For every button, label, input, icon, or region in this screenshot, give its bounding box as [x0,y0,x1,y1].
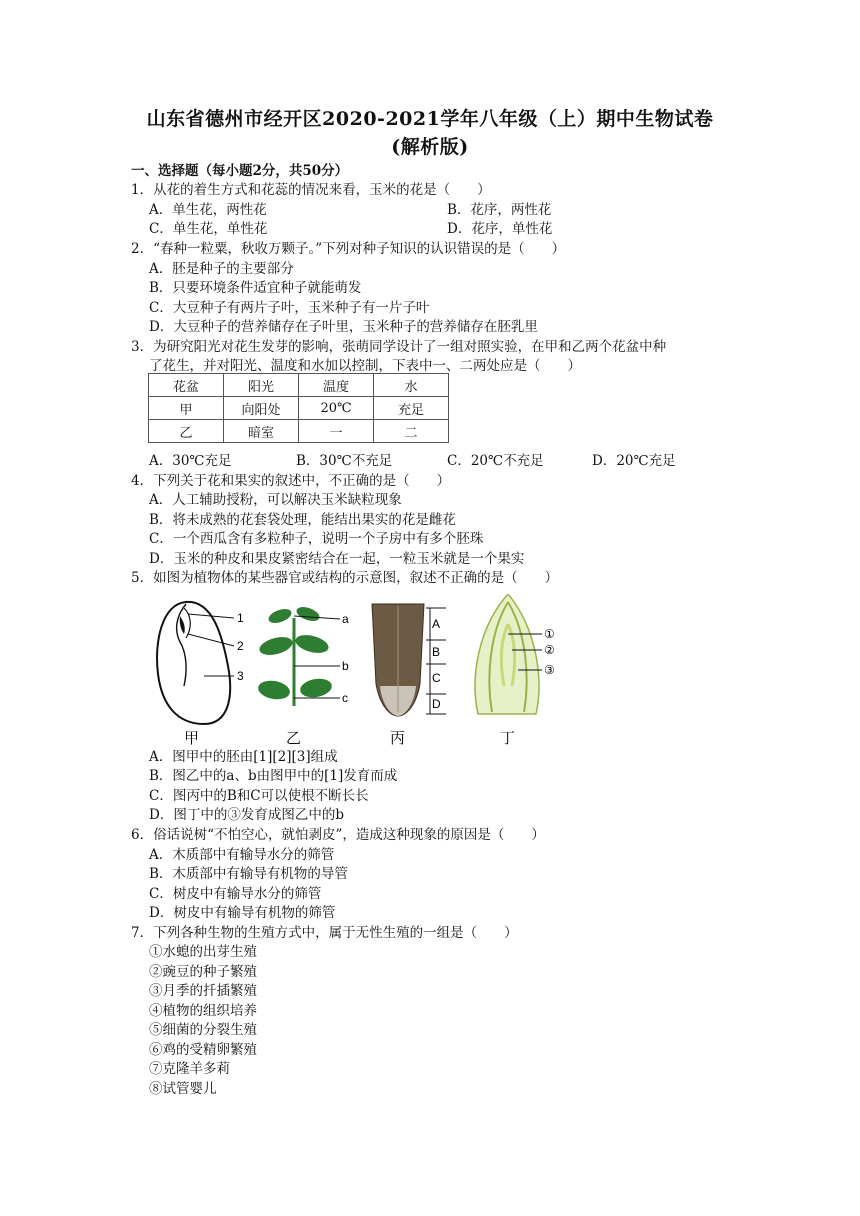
q2-option-d: D．大豆种子的营养储存在子叶里，玉米种子的营养储存在胚乳里 [149,319,538,335]
q7-item: ④植物的组织培养 [149,1003,257,1019]
q3-option-d: D．20℃充足 [592,453,676,469]
ding-label-1: ① [544,627,555,641]
q7-item: ⑦克隆羊多莉 [149,1061,230,1077]
seedling-diagram-yi [257,604,349,746]
q3-option-c: C．20℃不充足 [447,453,544,469]
q6-stem: 6．俗话说树“不怕空心，就怕剥皮”，造成这种现象的原因是（ ） [131,827,545,843]
q4-option-d: D．玉米的种皮和果皮紧密结合在一起，一粒玉米就是一个果实 [149,551,525,567]
q5-option-c: C．图丙中的B和C可以使根不断长长 [149,788,369,804]
table-header-row [149,374,449,397]
seed-diagram-jia [157,602,244,746]
caption-bing: 丙 [390,729,406,746]
ding-label-3: ③ [544,663,555,677]
q2-option-a: A．胚是种子的主要部分 [149,261,294,277]
q5-stem: 5．如图为植物体的某些器官或结构的示意图，叙述不正确的是（ ） [131,570,559,586]
yi-label-a: a [342,612,349,626]
experiment-table [148,373,449,443]
q1-stem: 1．从花的着生方式和花蕊的情况来看，玉米的花是（ ） [131,182,491,198]
bing-label-a: A [432,617,441,631]
ding-label-2: ② [544,643,555,657]
jia-label-1: 1 [237,611,244,625]
q4-option-b: B．将未成熟的花套袋处理，能结出果实的花是雌花 [149,512,456,528]
q6-option-c: C．树皮中有输导水分的筛管 [149,886,322,902]
bing-label-d: D [432,697,441,711]
yi-label-c: c [342,691,348,705]
table-cell: 乙 [149,420,224,443]
q7-stem: 7．下列各种生物的生殖方式中，属于无性生殖的一组是（ ） [131,925,518,941]
q1-option-b: B．花序，两性花 [447,202,552,218]
table-header-cell: 花盆 [149,374,224,397]
table-cell: 二 [374,420,449,443]
q7-item: ⑧试管婴儿 [149,1081,217,1097]
q7-item: ①水螅的出芽生殖 [149,944,257,960]
root-tip-diagram-bing [372,604,446,746]
caption-yi: 乙 [286,729,302,746]
q5-option-d: D．图丁中的③发育成图乙中的b [149,807,344,823]
caption-ding: 丁 [500,729,516,746]
q3-option-a: A．30℃充足 [149,453,232,469]
bing-label-c: C [432,671,441,685]
q5-option-b: B．图乙中的a、b由图甲中的[1]发育而成 [149,768,398,784]
table-cell: 20℃ [299,397,374,420]
q2-stem: 2．“春种一粒粟，秋收万颗子。”下列对种子知识的认识错误的是（ ） [131,241,566,257]
table-cell: 一 [299,420,374,443]
table-cell: 暗室 [224,420,299,443]
q1-option-a: A．单生花，两性花 [149,202,267,218]
exam-title-line1: 山东省德州市经开区2020-2021学年八年级（上）期中生物试卷 [146,108,714,130]
plant-structures-figure [148,594,568,746]
q4-option-c: C．一个西瓜含有多粒种子，说明一个子房中有多个胚珠 [149,531,484,547]
exam-title-line2: (解析版) [391,136,469,158]
q6-option-d: D．树皮中有输导有机物的筛管 [149,905,336,921]
table-cell: 甲 [149,397,224,420]
q4-option-a: A．人工辅助授粉，可以解决玉米缺粒现象 [149,492,402,508]
q3-stem-line2: 了花生，并对阳光、温度和水加以控制，下表中一、二两处应是（ ） [149,358,581,374]
q7-item: ②豌豆的种子繁殖 [149,964,257,980]
q4-stem: 4．下列关于花和果实的叙述中，不正确的是（ ） [131,473,451,489]
q5-option-a: A．图甲中的胚由[1][2][3]组成 [149,749,338,765]
q7-item: ⑤细菌的分裂生殖 [149,1022,257,1038]
table-cell: 充足 [374,397,449,420]
q1-option-d: D．花序，单性花 [447,221,553,237]
q2-option-c: C．大豆种子有两片子叶，玉米种子有一片子叶 [149,300,430,316]
caption-jia: 甲 [184,729,200,746]
bing-label-b: B [432,645,441,659]
bud-diagram-ding [475,594,555,746]
table-header-cell: 温度 [299,374,374,397]
table-row [149,420,449,443]
q2-option-b: B．只要环境条件适宜种子就能萌发 [149,280,362,296]
q7-item: ③月季的扦插繁殖 [149,983,257,999]
section-heading: 一、选择题（每小题2分，共50分） [131,163,349,179]
table-cell: 向阳处 [224,397,299,420]
q3-stem-line1: 3．为研究阳光对花生发芽的影响，张萌同学设计了一组对照实验，在甲和乙两个花盆中种 [131,339,667,355]
q6-option-a: A．木质部中有输导水分的筛管 [149,847,335,863]
table-header-cell: 水 [374,374,449,397]
jia-label-2: 2 [237,639,244,653]
table-header-cell: 阳光 [224,374,299,397]
q7-item: ⑥鸡的受精卵繁殖 [149,1042,257,1058]
yi-label-b: b [342,659,349,673]
q6-option-b: B．木质部中有输导有机物的导管 [149,866,348,882]
q3-option-b: B．30℃不充足 [296,453,393,469]
table-row [149,397,449,420]
q1-option-c: C．单生花，单性花 [149,221,268,237]
jia-label-3: 3 [237,669,244,683]
